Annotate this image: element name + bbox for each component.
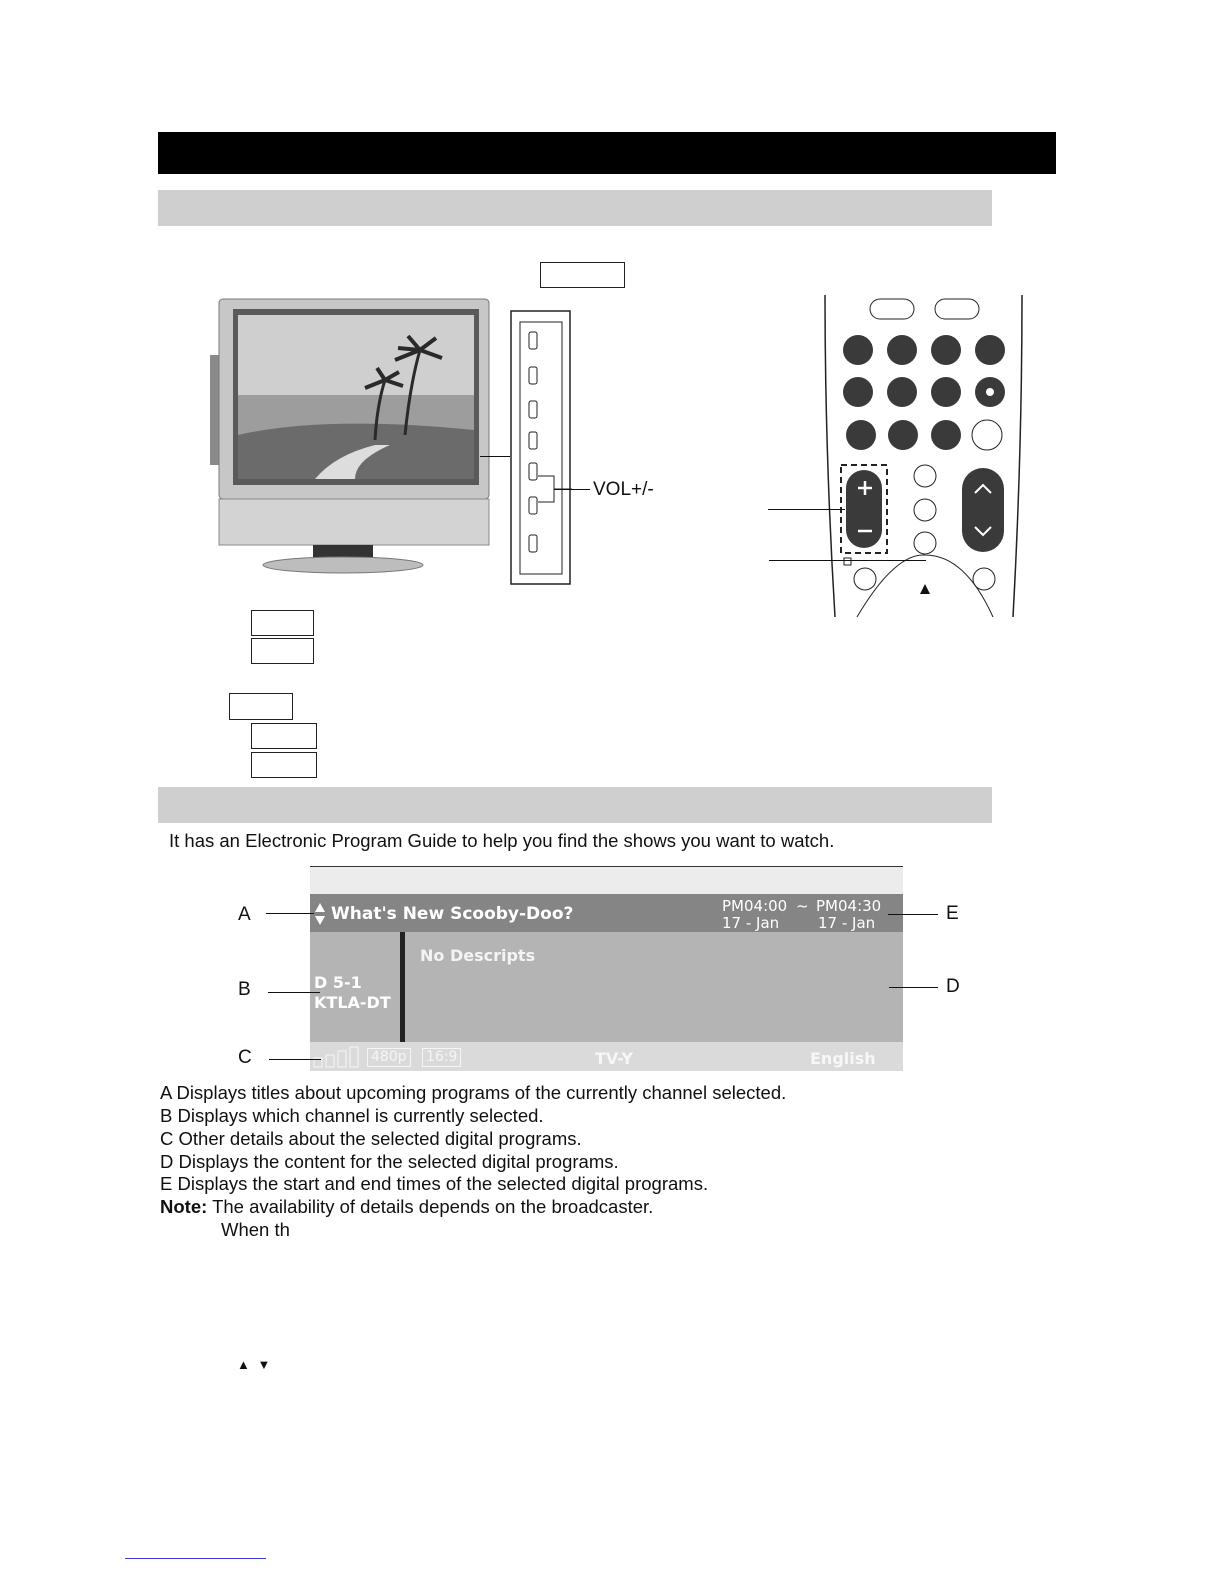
tv-illustration xyxy=(205,295,505,580)
label-box-2 xyxy=(251,638,314,664)
label-box-1 xyxy=(251,610,314,636)
resolution-badge: 480p xyxy=(367,1048,411,1067)
epg-info-bar xyxy=(310,1042,903,1071)
remote-oval-button-2[interactable] xyxy=(935,299,979,319)
vol-label: VOL+/- xyxy=(593,479,654,500)
dot-icon xyxy=(986,388,994,396)
panel-vol-up-button[interactable] xyxy=(529,463,537,480)
desc-b: B Displays which channel is currently selected. xyxy=(160,1105,544,1126)
program-title: What's New Scooby-Doo? xyxy=(331,904,574,924)
panel-button-1[interactable] xyxy=(529,332,537,349)
note-line xyxy=(160,1196,653,1219)
remote-control xyxy=(815,293,1030,618)
callout-a: A xyxy=(238,904,251,925)
callout-c: C xyxy=(238,1047,252,1068)
note-continuation: When th xyxy=(221,1219,290,1240)
remote-key-3[interactable] xyxy=(931,335,961,365)
epg-intro-text: It has an Electronic Program Guide to help you find the shows you want to watch. xyxy=(169,830,835,851)
remote-key-4[interactable] xyxy=(975,335,1005,365)
label-box-3 xyxy=(229,693,293,720)
rating-text: TV-Y xyxy=(595,1049,634,1068)
chapter-header-bar xyxy=(158,132,1056,174)
callout-e: E xyxy=(946,903,959,924)
callout-b: B xyxy=(238,979,251,1000)
remote-small-button-1[interactable] xyxy=(914,465,936,487)
remote-key-0[interactable] xyxy=(931,420,961,450)
epg-button-lead xyxy=(769,560,926,561)
up-arrow-icon[interactable] xyxy=(920,584,930,594)
remote-small-button-2[interactable] xyxy=(914,499,936,521)
desc-c: C Other details about the selected digital programs. xyxy=(160,1128,582,1149)
callout-e-line xyxy=(888,914,938,915)
remote-right-edge xyxy=(1013,295,1022,617)
remote-epg-button[interactable] xyxy=(914,532,936,554)
panel-button-3[interactable] xyxy=(529,401,537,418)
panel-button-7[interactable] xyxy=(529,535,537,552)
tv-panel-connector xyxy=(480,456,510,457)
epg-top-strip xyxy=(310,866,903,895)
remote-key-8[interactable] xyxy=(846,420,876,450)
remote-key-1[interactable] xyxy=(843,335,873,365)
remote-key-white[interactable] xyxy=(972,420,1002,450)
time-tilde: ~ xyxy=(796,897,809,915)
start-time: PM04:00 xyxy=(722,897,788,915)
desc-e: E Displays the start and end times of the selected digital programs. xyxy=(160,1173,709,1194)
section-bar-volume xyxy=(158,190,992,226)
remote-ch-rocker[interactable] xyxy=(962,468,1004,552)
epg-screen xyxy=(310,866,903,1071)
epg-body xyxy=(310,932,903,1042)
vol-rocker-lead xyxy=(768,509,845,510)
aspect-badge: 16:9 xyxy=(422,1048,461,1067)
channel-number: D 5-1 xyxy=(314,973,362,992)
up-down-arrows-icon xyxy=(314,902,326,926)
signal-strength-icon xyxy=(312,1046,362,1068)
remote-left-edge xyxy=(825,295,835,617)
callout-d: D xyxy=(946,976,960,997)
panel-button-4[interactable] xyxy=(529,432,537,449)
remote-key-2[interactable] xyxy=(887,335,917,365)
epg-divider xyxy=(400,932,405,1042)
end-time: PM04:30 xyxy=(816,897,882,915)
remote-key-6[interactable] xyxy=(887,377,917,407)
remote-key-9[interactable] xyxy=(888,420,918,450)
callout-b-line xyxy=(268,992,320,993)
section-bar-epg xyxy=(158,787,992,823)
vol-lead-line xyxy=(554,489,590,490)
callout-a-line xyxy=(266,913,314,914)
note-label: Note: xyxy=(160,1196,208,1217)
epg-title-row xyxy=(310,894,903,932)
panel-vol-down-button[interactable] xyxy=(529,497,537,514)
label-box-5 xyxy=(251,752,317,778)
panel-button-2[interactable] xyxy=(529,367,537,384)
end-date: 17 - Jan xyxy=(818,914,876,932)
remote-key-7[interactable] xyxy=(931,377,961,407)
program-description: No Descripts xyxy=(420,946,536,965)
callout-d-line xyxy=(889,987,938,988)
tv-stand-base xyxy=(263,557,423,573)
side-button-panel xyxy=(510,310,572,586)
footer-link-underline[interactable] xyxy=(125,1558,266,1559)
tv-speaker-bar xyxy=(219,499,489,545)
remote-small-button-3[interactable] xyxy=(854,568,876,590)
callout-c-line xyxy=(269,1059,321,1060)
remote-oval-button-1[interactable] xyxy=(870,299,914,319)
note-text: The availability of details depends on the broadcaster. xyxy=(207,1196,654,1217)
remote-key-5[interactable] xyxy=(843,377,873,407)
label-box-4 xyxy=(251,723,317,749)
channel-name: KTLA-DT xyxy=(314,993,391,1012)
desc-d: D Displays the content for the selected digital programs. xyxy=(160,1151,619,1172)
desc-a: A Displays titles about upcoming programs of the currently channel selected. xyxy=(160,1082,787,1103)
start-date: 17 - Jan xyxy=(722,914,780,932)
language-text: English xyxy=(810,1049,876,1068)
button-label-box xyxy=(540,262,625,288)
up-down-arrow-icons: ▲ ▼ xyxy=(237,1357,273,1372)
